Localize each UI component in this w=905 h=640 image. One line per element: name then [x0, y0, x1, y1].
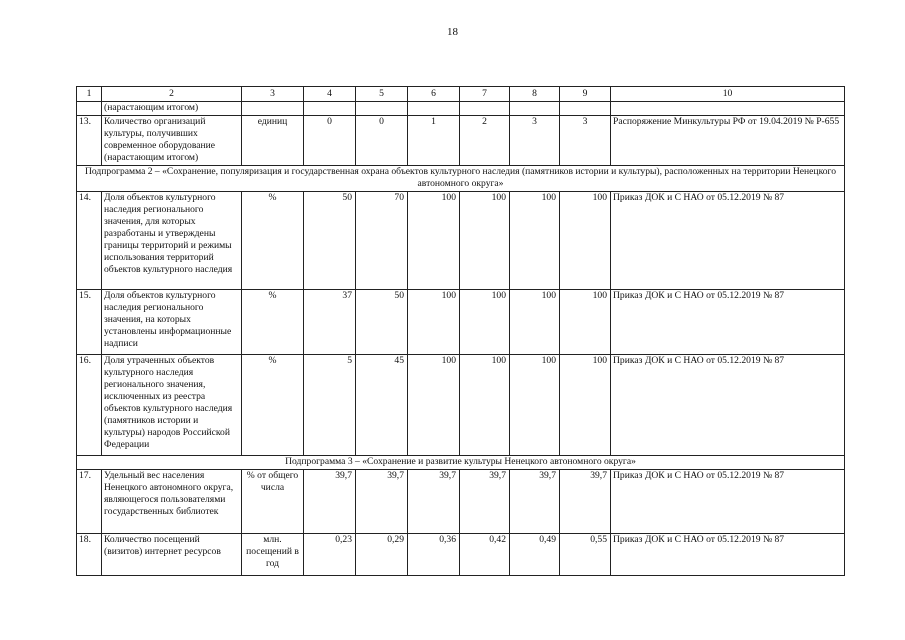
subprogram-3-row	[77, 456, 845, 470]
value: 70	[356, 192, 408, 290]
indicator-name: Доля объектов культурного наследия регионального значения, для которых разработаны и утверждены границы территорий и режимы использования территорий объектов культурного наследия	[102, 192, 242, 290]
table-row	[77, 355, 845, 456]
value: 0,55	[560, 534, 611, 576]
unit: % от общего числа	[242, 470, 304, 534]
row-number: 15.	[77, 290, 102, 355]
row-number: 18.	[77, 534, 102, 576]
col-header-3: 3	[242, 87, 304, 102]
subprogram-3-title: Подпрограмма 3 – «Сохранение и развитие культуры Ненецкого автономного округа»	[77, 456, 845, 470]
value: 50	[304, 192, 356, 290]
indicators-table	[76, 86, 845, 576]
value: 100	[510, 355, 560, 456]
col-header-7: 7	[460, 87, 510, 102]
row-number: 16.	[77, 355, 102, 456]
row-number: 14.	[77, 192, 102, 290]
value: 100	[460, 192, 510, 290]
page-number: 18	[447, 26, 458, 38]
value: 0,23	[304, 534, 356, 576]
col-header-1: 1	[77, 87, 102, 102]
value: 2	[460, 116, 510, 166]
table-row	[77, 534, 845, 576]
value: 39,7	[510, 470, 560, 534]
col-header-8: 8	[510, 87, 560, 102]
col-header-6: 6	[408, 87, 460, 102]
basis-document: Приказ ДОК и С НАО от 05.12.2019 № 87	[611, 470, 845, 534]
col-header-2: 2	[102, 87, 242, 102]
unit: млн. посещений в год	[242, 534, 304, 576]
value: 37	[304, 290, 356, 355]
value: 50	[356, 290, 408, 355]
value: 39,7	[304, 470, 356, 534]
value: 3	[510, 116, 560, 166]
col-header-4: 4	[304, 87, 356, 102]
row-number: 13.	[77, 116, 102, 166]
value: 0,29	[356, 534, 408, 576]
basis-document: Приказ ДОК и С НАО от 05.12.2019 № 87	[611, 290, 845, 355]
value: 3	[560, 116, 611, 166]
indicator-name: Доля утраченных объектов культурного наследия регионального значения, исключенных из реестра объектов культурного наследия (памятников истории и культуры) народов Российской Федерации	[102, 355, 242, 456]
unit: %	[242, 290, 304, 355]
basis-document: Распоряжение Минкультуры РФ от 19.04.2019 № Р-655	[611, 116, 845, 166]
table-row	[77, 290, 845, 355]
col-header-9: 9	[560, 87, 611, 102]
indicator-name: Количество посещений (визитов) интернет ресурсов	[102, 534, 242, 576]
continuation-text: (нарастающим итогом)	[102, 102, 242, 116]
subprogram-2-title: Подпрограмма 2 – «Сохранение, популяризация и государственная охрана объектов культурного наследия (памятников истории и культуры), расположенных на территории Ненецкого автономного округа»	[77, 166, 845, 192]
value: 100	[560, 355, 611, 456]
value: 39,7	[408, 470, 460, 534]
unit: %	[242, 192, 304, 290]
column-number-row	[77, 87, 845, 102]
value: 0,36	[408, 534, 460, 576]
col-header-5: 5	[356, 87, 408, 102]
unit: %	[242, 355, 304, 456]
value: 5	[304, 355, 356, 456]
value: 45	[356, 355, 408, 456]
value: 100	[560, 290, 611, 355]
basis-document: Приказ ДОК и С НАО от 05.12.2019 № 87	[611, 355, 845, 456]
value: 0	[304, 116, 356, 166]
value: 100	[510, 192, 560, 290]
indicator-name: Количество организаций культуры, получивших современное оборудование (нарастающим итогом)	[102, 116, 242, 166]
subprogram-2-row	[77, 166, 845, 192]
continuation-row	[77, 102, 845, 116]
value: 100	[408, 192, 460, 290]
table-row	[77, 470, 845, 534]
value: 100	[408, 290, 460, 355]
value: 100	[460, 355, 510, 456]
table-row	[77, 116, 845, 166]
value: 39,7	[460, 470, 510, 534]
value: 100	[460, 290, 510, 355]
value: 0,42	[460, 534, 510, 576]
row-number: 17.	[77, 470, 102, 534]
value: 39,7	[560, 470, 611, 534]
value: 39,7	[356, 470, 408, 534]
value: 0	[356, 116, 408, 166]
value: 0,49	[510, 534, 560, 576]
col-header-10: 10	[611, 87, 845, 102]
table-row	[77, 192, 845, 290]
value: 100	[408, 355, 460, 456]
value: 100	[510, 290, 560, 355]
value: 1	[408, 116, 460, 166]
basis-document: Приказ ДОК и С НАО от 05.12.2019 № 87	[611, 534, 845, 576]
value: 100	[560, 192, 611, 290]
unit: единиц	[242, 116, 304, 166]
indicator-name: Доля объектов культурного наследия регионального значения, на которых установлены информационные надписи	[102, 290, 242, 355]
indicator-name: Удельный вес населения Ненецкого автономного округа, являющегося пользователями государственных библиотек	[102, 470, 242, 534]
basis-document: Приказ ДОК и С НАО от 05.12.2019 № 87	[611, 192, 845, 290]
